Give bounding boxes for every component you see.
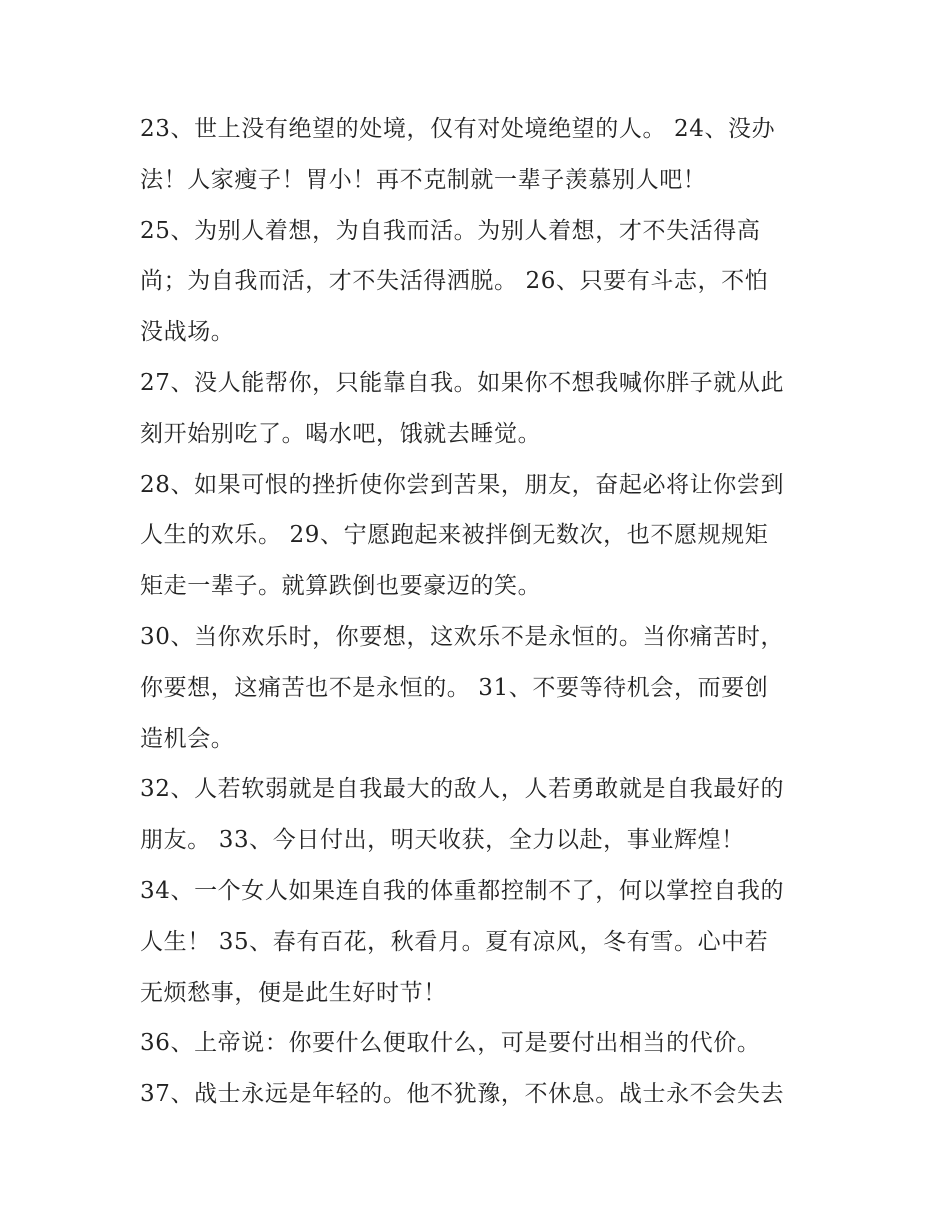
document-body	[140, 104, 830, 1120]
text-line: 人生的欢乐。 29、宁愿跑起来被拌倒无数次，也不愿规规矩	[140, 522, 769, 549]
text-line: 朋友。 33、今日付出，明天收获，全力以赴，事业辉煌！	[140, 827, 745, 854]
text-line: 32、人若软弱就是自我最大的敌人，人若勇敢就是自我最好的	[140, 776, 785, 803]
text-line: 36、上帝说：你要什么便取什么，可是要付出相当的代价。	[140, 1030, 761, 1057]
text-line: 你要想，这痛苦也不是永恒的。 31、不要等待机会，而要创	[140, 674, 769, 701]
text-line: 37、战士永远是年轻的。他不犹豫，不休息。战士永不会失去	[140, 1081, 785, 1108]
text-line: 人生！ 35、春有百花，秋看月。夏有凉风，冬有雪。心中若	[140, 928, 769, 955]
text-line: 27、没人能帮你，只能靠自我。如果你不想我喊你胖子就从此	[140, 369, 785, 396]
text-line: 28、如果可恨的挫折使你尝到苦果，朋友，奋起必将让你尝到	[140, 471, 785, 498]
text-line: 法！人家瘦子！胃小！再不克制就一辈子羡慕别人吧！	[140, 166, 707, 193]
text-line: 无烦愁事，便是此生好时节！	[140, 979, 447, 1006]
text-line: 23、世上没有绝望的处境，仅有对处境绝望的人。 24、没办	[140, 116, 776, 142]
text-line: 没战场。	[140, 319, 235, 346]
text-line: 尚；为自我而活，才不失活得洒脱。 26、只要有斗志，不怕	[140, 268, 769, 295]
text-line: 34、一个女人如果连自我的体重都控制不了，何以掌控自我的	[140, 877, 785, 904]
text-line: 25、为别人着想，为自我而活。为别人着想，才不失活得高	[140, 217, 761, 244]
text-line: 30、当你欢乐时，你要想，这欢乐不是永恒的。当你痛苦时，	[140, 623, 785, 650]
text-line: 造机会。	[140, 725, 235, 752]
text-line: 矩走一辈子。就算跌倒也要豪迈的笑。	[140, 573, 542, 600]
text-line: 刻开始别吃了。喝水吧，饿就去睡觉。	[140, 420, 542, 447]
